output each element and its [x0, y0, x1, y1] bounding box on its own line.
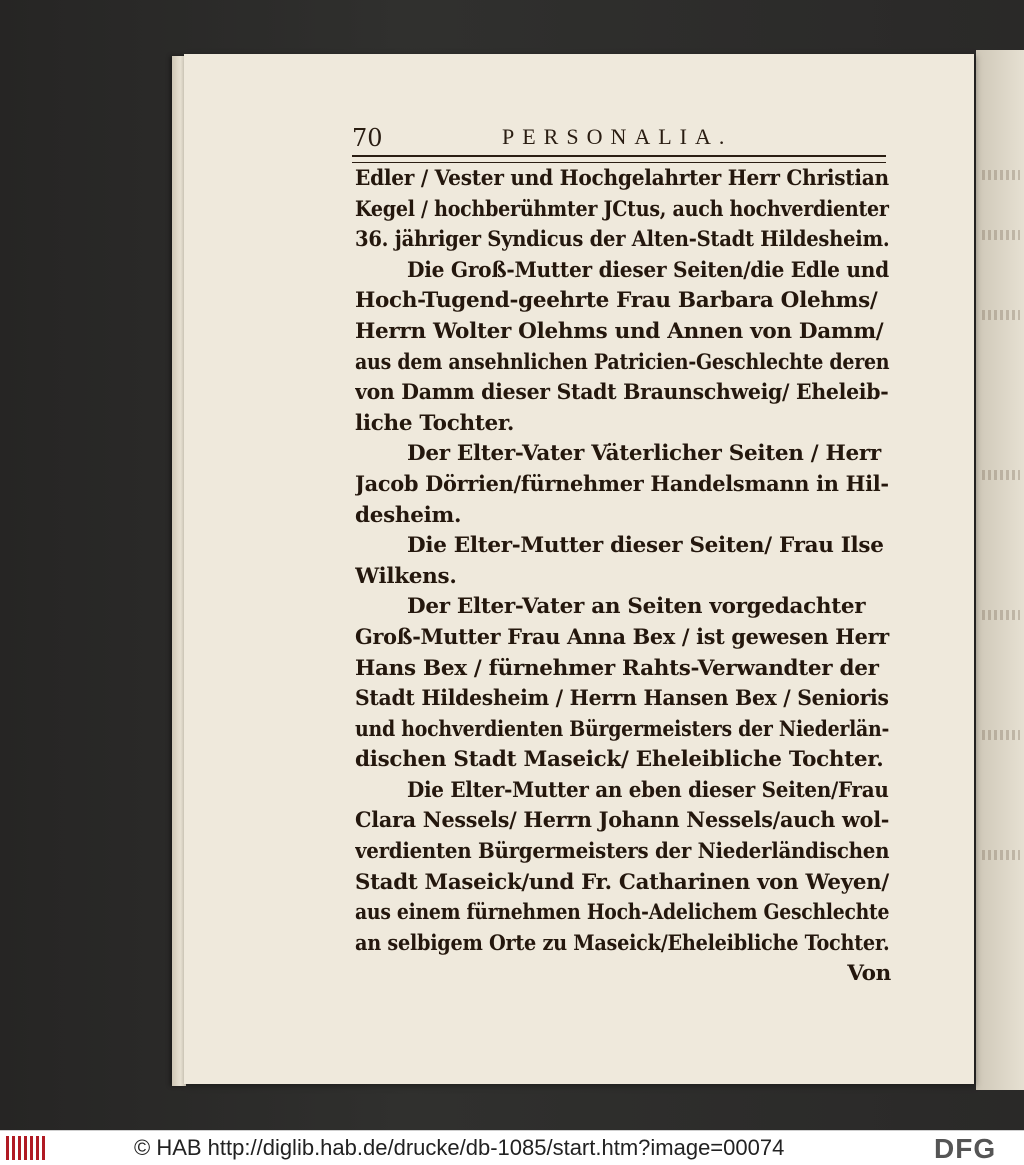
dfg-logo[interactable]: DFG — [934, 1133, 997, 1164]
text-line: Edler / Vester und Hochgelahrter Herr Christian — [355, 166, 889, 191]
text-line: verdienten Bürgermeisters der Niederländischen — [355, 839, 890, 865]
copyright-link[interactable]: © HAB http://diglib.hab.de/drucke/db-1085/start.htm?image=00074 — [134, 1135, 785, 1160]
text-line: an selbigem Orte zu Maseick/Eheleibliche Tochter. — [355, 930, 890, 956]
text-line: Clara Nessels/ Herrn Johann Nessels/auch wol- — [355, 808, 890, 834]
facing-page-bleed — [982, 610, 1020, 620]
facing-page-bleed — [982, 230, 1020, 240]
text-line: und hochverdienten Bürgermeisters der Niederlän- — [355, 716, 890, 742]
text-line: Stadt Hildesheim / Herrn Hansen Bex / Senioris — [355, 686, 889, 712]
text-line: Wilkens. — [355, 563, 457, 589]
facing-page-bleed — [982, 310, 1020, 320]
text-line: Die Groß-Mutter dieser Seiten/die Edle und — [407, 257, 889, 283]
text-line: Der Elter-Vater an Seiten vorgedachter — [407, 594, 866, 620]
text-line: aus dem ansehnlichen Patricien-Geschlechte deren — [355, 349, 890, 375]
running-head — [352, 120, 892, 160]
text-line: Die Elter-Mutter dieser Seiten/ Frau Ilse — [407, 533, 884, 559]
hab-logo-icon[interactable] — [6, 1136, 46, 1160]
text-line: Jacob Dörrien/fürnehmer Handelsmann in Hil- — [355, 471, 889, 497]
text-line: desheim. — [355, 502, 462, 528]
facing-page-bleed — [982, 470, 1020, 480]
running-title: PERSONALIA. — [502, 124, 733, 149]
body-text — [355, 164, 891, 990]
viewer-footer — [0, 1130, 1024, 1165]
page-number: 70 — [352, 124, 383, 152]
facing-page-bleed — [982, 850, 1020, 860]
text-line: Stadt Maseick/und Fr. Catharinen von Weyen/ — [355, 869, 889, 895]
head-rule — [352, 155, 886, 163]
text-line: von Damm dieser Stadt Braunschweig/ Eheleib- — [355, 380, 889, 406]
text-line: aus einem fürnehmen Hoch-Adelichem Geschlechte — [355, 900, 890, 926]
text-line: Herrn Wolter Olehms und Annen von Damm/ — [355, 318, 884, 344]
text-line: dischen Stadt Maseick/ Eheleibliche Tochter. — [355, 747, 884, 773]
text-line: 36. jähriger Syndicus der Alten-Stadt Hildesheim. — [355, 227, 890, 253]
catchword: Von — [847, 961, 891, 987]
text-line: Hans Bex / fürnehmer Rahts-Verwandter der — [355, 655, 879, 681]
text-line: Kegel / hochberühmter JCtus, auch hochverdienter — [355, 196, 889, 222]
facing-page-bleed — [982, 170, 1020, 180]
facing-page-bleed — [982, 730, 1020, 740]
text-line: Der Elter-Vater Väterlicher Seiten / Herr — [407, 441, 881, 467]
text-line: Hoch-Tugend-geehrte Frau Barbara Olehms/ — [355, 288, 878, 314]
text-line: Groß-Mutter Frau Anna Bex / ist gewesen Herr — [355, 624, 889, 650]
facing-page-edge — [976, 50, 1024, 1090]
text-line: Die Elter-Mutter an eben dieser Seiten/Frau — [407, 777, 889, 803]
text-line: liche Tochter. — [355, 410, 515, 436]
